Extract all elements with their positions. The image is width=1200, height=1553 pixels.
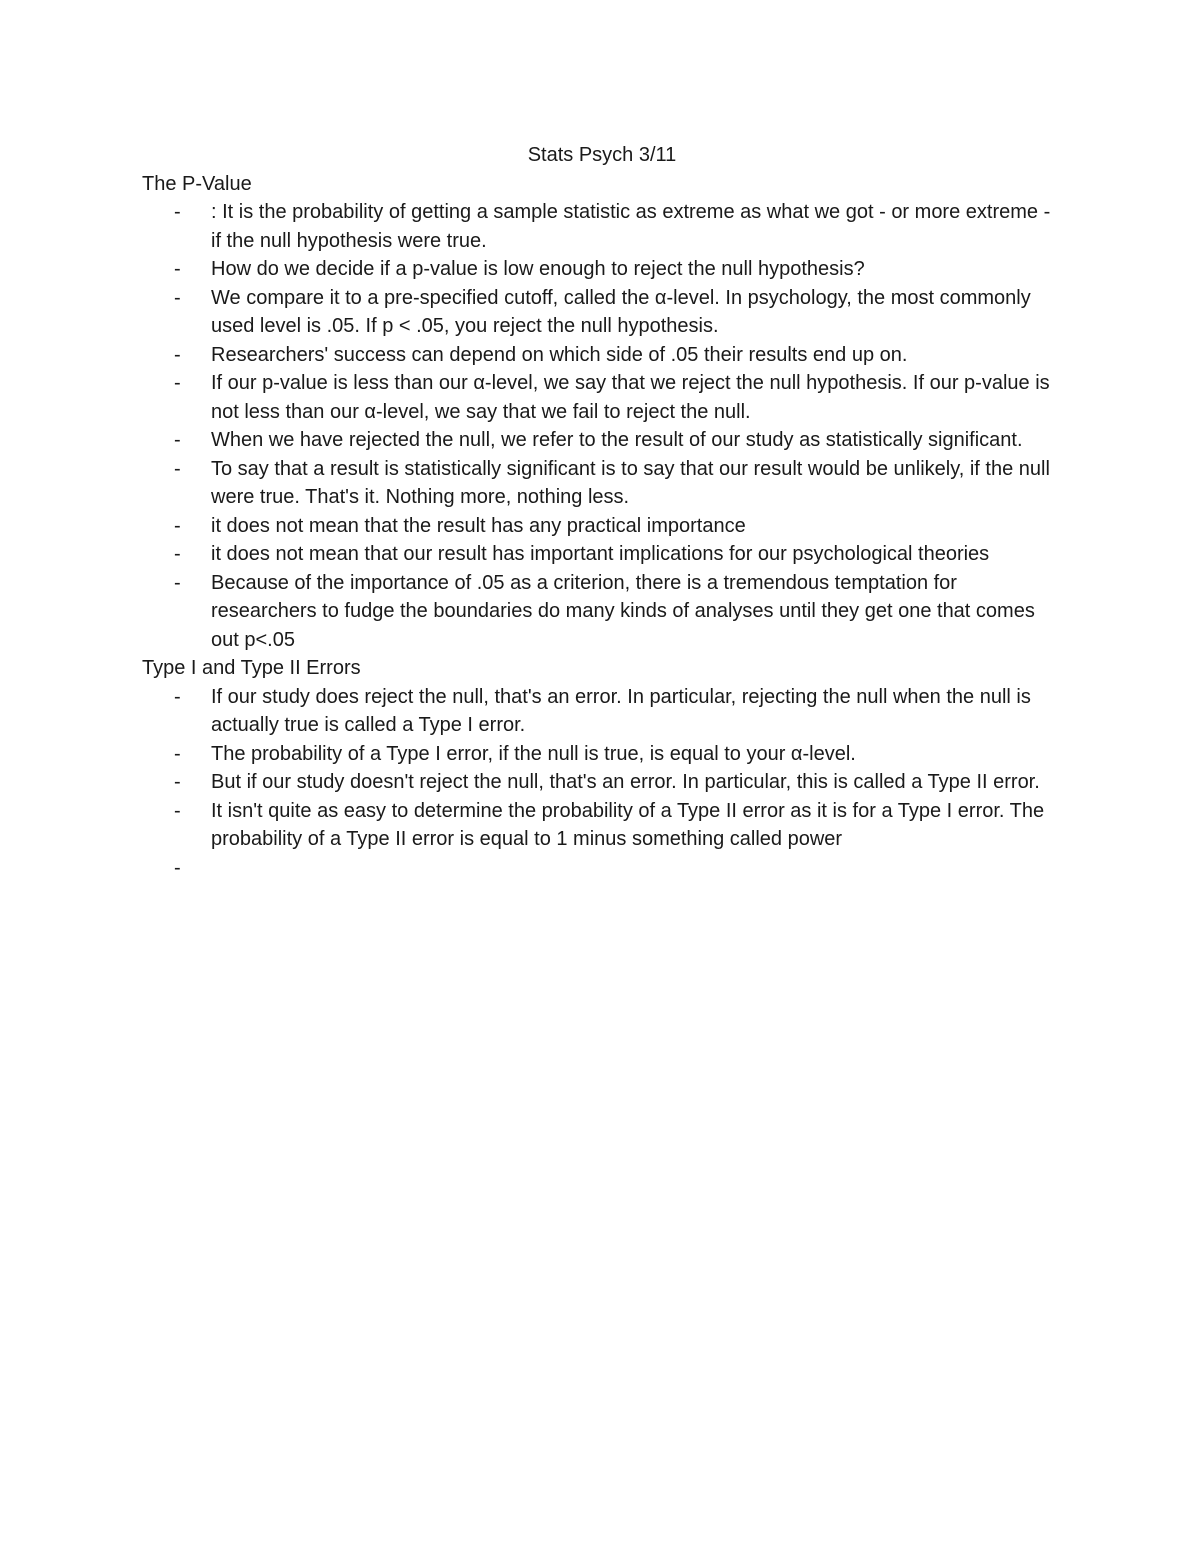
- bullet-dash: -: [174, 856, 181, 879]
- list-item-text: To say that a result is statistically significant is to say that our result would be unlikely, if the null were true. That's it. Nothing more, nothing less.: [211, 457, 1050, 508]
- document-title: Stats Psych 3/11: [527, 144, 677, 166]
- list-item: [142, 284, 1062, 341]
- list-item: [142, 540, 1062, 569]
- list-item-text: If our p-value is less than our α-level, we say that we reject the null hypothesis. If our p-value is not less than our α-level, we say that we fail to reject the null.: [211, 372, 1050, 423]
- bullet-dash: -: [174, 799, 181, 822]
- list-item-text: Researchers' success can depend on which side of .05 their results end up on.: [211, 343, 908, 366]
- list-item: [142, 768, 1062, 797]
- section-heading-errors: Type I and Type II Errors: [142, 657, 361, 679]
- list-item-text: The probability of a Type I error, if the null is true, is equal to your α-level.: [211, 742, 856, 765]
- list-item: [142, 369, 1062, 426]
- list-item-text: But if our study doesn't reject the null, that's an error. In particular, this is called a Type II error.: [211, 771, 1040, 793]
- bullet-list-errors: [142, 683, 1062, 891]
- list-item-text: It isn't quite as easy to determine the probability of a Type II error as it is for a Type I error. The probability of a Type II error is equal to 1 minus something called power: [211, 799, 1045, 850]
- bullet-dash: -: [174, 201, 181, 223]
- bullet-dash: -: [174, 543, 181, 565]
- list-item: [142, 426, 1062, 455]
- list-item-text: How do we decide if a p-value is low enough to reject the null hypothesis?: [211, 258, 865, 280]
- list-item: [142, 683, 1062, 740]
- list-item-empty: [142, 854, 1062, 891]
- bullet-dash: -: [174, 457, 181, 480]
- bullet-dash: -: [174, 429, 181, 451]
- bullet-dash: -: [174, 258, 181, 280]
- section-heading-p-value: The P-Value: [142, 172, 252, 195]
- list-item-text: it does not mean that the result has any practical importance: [211, 514, 746, 537]
- bullet-dash: -: [174, 742, 181, 765]
- bullet-dash: -: [174, 286, 181, 309]
- bullet-dash: -: [174, 571, 181, 594]
- list-item-text: : It is the probability of getting a sample statistic as extreme as what we got - or more extreme - if the null hypothesis were true.: [211, 201, 1051, 252]
- bullet-dash: -: [174, 514, 181, 537]
- list-item: [142, 255, 1062, 284]
- bullet-dash: -: [174, 771, 181, 793]
- bullet-list-p-value: [142, 198, 1062, 654]
- bullet-dash: -: [174, 372, 181, 394]
- list-item: [142, 569, 1062, 655]
- document-body: [142, 141, 1062, 891]
- list-item: [142, 740, 1062, 769]
- bullet-dash: -: [174, 343, 181, 366]
- list-item-text: it does not mean that our result has important implications for our psychological theories: [211, 543, 990, 565]
- list-item: [142, 455, 1062, 512]
- list-item: [142, 797, 1062, 854]
- list-item-text: If our study does reject the null, that's an error. In particular, rejecting the null when the null is actually true is called a Type I error.: [211, 685, 1031, 736]
- list-item: [142, 512, 1062, 541]
- list-item-text: When we have rejected the null, we refer to the result of our study as statistically significant.: [211, 429, 1023, 451]
- list-item: [142, 198, 1062, 255]
- bullet-dash: -: [174, 685, 181, 708]
- list-item-text: Because of the importance of .05 as a criterion, there is a tremendous temptation for researchers to fudge the boundaries do many kinds of analyses until they get one that comes out p<.05: [211, 571, 1035, 651]
- list-item-text: We compare it to a pre-specified cutoff, called the α-level. In psychology, the most commonly used level is .05. If p < .05, you reject the null hypothesis.: [211, 286, 1031, 337]
- list-item: [142, 341, 1062, 370]
